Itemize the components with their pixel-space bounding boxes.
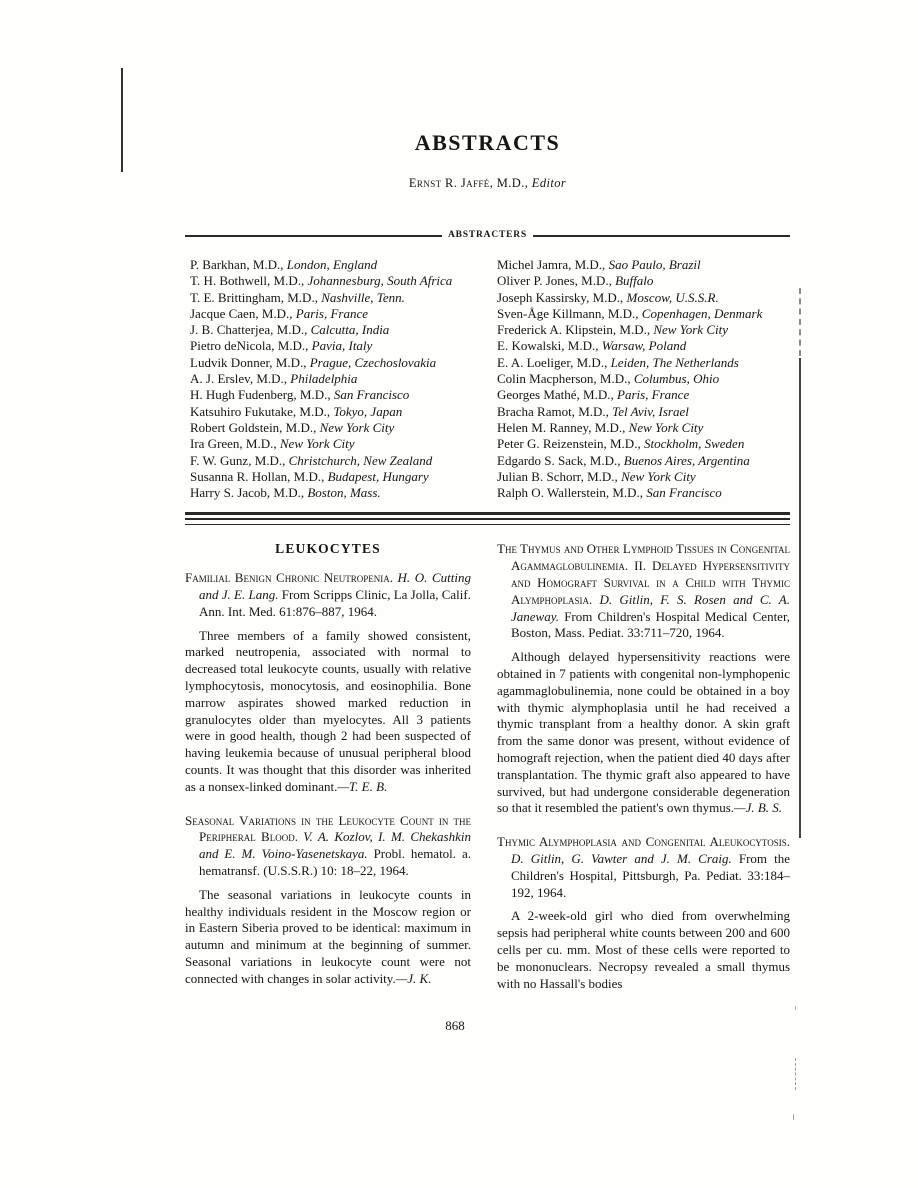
abstracter-location: Pavia, Italy [311,338,373,354]
abstract-signoff: —J. K. [395,970,432,986]
abstracter-entry [190,273,497,289]
scan-artifact-left-rule [121,68,123,172]
abstracter-name: Ludvik Donner, M.D., [190,354,307,370]
rule-line-1 [185,512,790,515]
abstracter-location: Buenos Aires, Argentina [623,452,750,468]
abstracter-name: Michel Jamra, M.D., [497,257,606,272]
scan-artifact-right-dot [795,1006,796,1010]
abstracter-location: Prague, Czechoslovakia [309,354,437,370]
abstracter-location: Philadelphia [290,371,358,387]
abstracter-name: Jacque Caen, M.D., [190,305,293,321]
abstracter-name: E. A. Loeliger, M.D., [497,354,608,370]
abstracter-entry [190,290,497,306]
abstracter-location: Copenhagen, Denmark [641,305,763,321]
page-title: ABSTRACTS [414,130,561,155]
abstract-source: Probl. hematol. a. hematransf. (U.S.S.R.) 10: 18–22, 1964. [199,846,471,878]
abstracter-name: Susanna R. Hollan, M.D., [190,468,325,484]
abstracter-location: Budapest, Hungary [327,468,429,484]
abstracter-entry [497,273,790,289]
abstracter-location: Stockholm, Sweden [643,436,745,452]
abstract-authors: V. A. Kozlov, I. M. Chekashkin and E. M. Voino-Yasenetskaya. [199,829,471,862]
abstract-title: Familial Benign Chronic Neutropenia. [185,570,393,586]
rule-line-2 [185,518,790,520]
abstracter-entry [190,257,497,273]
page-content [185,0,790,1009]
abstracter-location: Warsaw, Poland [601,338,687,354]
abstracter-location: Buffalo [615,273,654,289]
abstracter-entry [497,485,790,501]
abstracts-body [185,541,790,1009]
abstracter-entry [497,257,790,273]
abstracter-name: H. Hugh Fudenberg, M.D., [190,387,331,403]
abstracter-entry [497,387,790,403]
abstracter-entry [190,338,497,354]
abstracter-location: Columbus, Ohio [633,371,720,387]
abstracter-entry [497,290,790,306]
abstracter-name: Edgardo S. Sack, M.D., [497,452,621,468]
abstracter-entry [190,371,497,387]
body-column-right [497,541,790,1009]
abstract-title: The Thymus and Other Lymphoid Tissues in Congenital Agammaglobulinemia. II. Delayed Hypersensitivity and Homograft Survival in a Child with Thymic Alymphoplasia. [497,541,790,607]
abstract-paragraph: A 2-week-old girl who died from overwhelming sepsis had peripheral white counts between 200 and 600 cells per cu. mm. Most of these cells were reported to be mononuclears. Necropsy revealed a small thymus with no Hassall's bodies [497,908,790,991]
abstracter-location: New York City [653,322,728,338]
abstract-entry [185,570,471,795]
editor-suffix: , M.D., [489,176,532,190]
abstract-entry [185,813,471,988]
abstracter-name: Oliver P. Jones, M.D., [497,273,612,289]
abstracter-name: E. Kowalski, M.D., [497,338,599,354]
abstracter-name: Katsuhiro Fukutake, M.D., [190,403,331,419]
abstracter-location: Sao Paulo, Brazil [608,257,701,272]
abstract-entry [497,541,790,817]
abstract-entry [497,834,790,992]
abstracter-entry [497,355,790,371]
editor-role: Editor [531,176,567,190]
abstracter-location: New York City [621,468,696,484]
editor-line [185,176,790,191]
abstracter-entry [497,306,790,322]
abstracter-name: T. H. Bothwell, M.D., [190,273,305,289]
abstracter-name: Joseph Kassirsky, M.D., [497,289,624,305]
abstract-heading [497,834,790,901]
abstracter-location: Tokyo, Japan [333,403,403,419]
abstracter-entry [497,436,790,452]
abstracter-entry [497,453,790,469]
editor-name: Ernst R. Jaffé [408,176,490,190]
abstracter-name: Colin Macpherson, M.D., [497,371,631,387]
abstracter-name: Robert Goldstein, M.D., [190,419,317,435]
abstracter-name: Ralph O. Wallerstein, M.D., [497,485,644,501]
abstracter-name: Peter G. Reizenstein, M.D., [497,436,641,452]
abstracter-name: J. B. Chatterjea, M.D., [190,322,308,338]
abstracter-location: Calcutta, India [310,322,390,338]
abstracters-column-left [190,257,497,501]
abstract-signoff: —J. B. S. [734,800,783,816]
abstracter-location: Tel Aviv, Israel [612,403,689,419]
abstracter-location: New York City [319,419,395,435]
abstracter-entry [497,322,790,338]
abstracter-location: Boston, Mass. [307,485,381,501]
abstracter-entry [190,436,497,452]
abstracter-entry [190,322,497,338]
scan-artifact-right-dashed-rule [799,288,801,356]
abstracter-entry [190,306,497,322]
scan-artifact-right-rule [799,358,801,838]
abstracter-entry [190,453,497,469]
abstract-title: Thymic Alymphoplasia and Congenital Aleukocytosis. [497,834,790,850]
abstract-heading [185,570,471,620]
abstracter-location: Christchurch, New Zealand [288,452,433,468]
abstracter-name: Frederick A. Klipstein, M.D., [497,322,651,338]
abstracter-location: New York City [628,419,704,435]
abstracter-name: A. J. Erslev, M.D., [190,371,288,387]
abstracter-name: Ira Green, M.D., [190,436,277,452]
scan-artifact-right-dashed-mark [795,1058,796,1090]
abstract-source: From the Children's Hospital, Pittsburgh, Pa. Pediat. 33:184–192, 1964. [511,851,790,900]
abstracter-location: Moscow, U.S.S.R. [626,289,719,305]
abstracter-entry [190,387,497,403]
abstracter-entry [497,371,790,387]
abstracter-location: New York City [279,436,355,452]
abstracter-location: Johannesburg, South Africa [307,273,453,289]
abstracter-entry [497,469,790,485]
abstracter-location: Paris, France [617,387,690,403]
abstract-paragraph: The seasonal variations in leukocyte counts in healthy individuals resident in the Moscow region or in Eastern Siberia proved to be identical: maximum in autumn and minimum at the beginning of summer. Seasonal variations in leukocyte count were not connected with changes in solar activity.—J. K. [185,886,471,986]
page-number: 868 [445,1018,465,1033]
abstract-source: From Children's Hospital Medical Center, Boston, Mass. Pediat. 33:711–720, 1964. [511,608,791,641]
scan-artifact-right-tick [793,1114,794,1120]
divider-line-right [533,235,790,237]
abstracter-entry [190,420,497,436]
abstracters-divider-label: ABSTRACTERS [448,230,528,240]
abstract-paragraph: Three members of a family showed consistent, marked neutropenia, associated with normal to decreased total leukocyte counts, usually with relative lymphocytosis, monocytosis, and eosinophilia. Bone marrow aspirates showed marked reduction in granulocytes older than myelocytes. All 3 patients were in good health, though 2 had been suspected of having leukemia because of unusual peripheral blood counts. It was thought that this disorder was inherited as a nonsex-linked dominant.—T. E. B. [185,627,471,794]
abstract-heading [185,813,471,880]
abstracter-name: Harry S. Jacob, M.D., [190,485,305,501]
abstracter-entry [497,420,790,436]
abstracter-location: Leiden, The Netherlands [610,354,739,370]
abstracter-name: Pietro deNicola, M.D., [190,338,309,354]
abstracter-entry [190,404,497,420]
abstracters-column-right [497,257,790,501]
abstract-authors: D. Gitlin, G. Vawter and J. M. Craig. [511,851,732,866]
abstracter-entry [190,469,497,485]
abstract-paragraph: Although delayed hypersensitivity reactions were obtained in 7 patients with congenital non-lymphopenic agammaglobulinemia, none could be obtained in a boy with thymic alymphoplasia until he had received a thymic transplant from a healthy donor. A skin graft from the same donor was present, without evidence of homograft rejection, when the patient died 40 days after transplantation. The thymic graft also appeared to have survived, but had undergone considerable degeneration so that it resembled the patient's own thymus.—J. B. S. [497,649,790,816]
abstract-heading [497,541,790,642]
abstracter-location: Nashville, Tenn. [321,289,405,305]
abstracters-divider [185,231,790,241]
abstracter-name: F. W. Gunz, M.D., [190,452,286,468]
abstracter-name: T. E. Brittingham, M.D., [190,289,318,305]
abstracter-entry [497,404,790,420]
abstracter-name: Bracha Ramot, M.D., [497,403,609,419]
abstracter-location: Paris, France [295,305,368,321]
section-divider-rule [185,512,790,525]
abstract-source: From Scripps Clinic, La Jolla, Calif. Ann. Int. Med. 61:876–887, 1964. [199,587,471,619]
abstracter-name: P. Barkhan, M.D., [190,257,284,272]
divider-line-left [185,235,442,237]
abstracter-name: Julian B. Schorr, M.D., [497,468,618,484]
abstract-authors: H. O. Cutting and J. E. Lang. [199,570,471,603]
abstracter-entry [190,485,497,501]
abstracts-left [185,570,471,987]
abstract-authors: D. Gitlin, F. S. Rosen and C. A. Janeway. [511,591,790,624]
abstracter-location: London, England [286,257,378,272]
abstract-title: Seasonal Variations in the Leukocyte Count in the Peripheral Blood. [185,812,471,845]
body-column-left [185,541,471,1009]
abstracts-right [497,541,790,992]
abstracters-list [185,257,790,501]
abstracter-location: San Francisco [646,485,722,501]
abstract-signoff: —T. E. B. [337,778,388,794]
abstracter-entry [497,338,790,354]
abstracter-location: San Francisco [333,387,410,403]
section-heading-leukocytes: LEUKOCYTES [275,541,381,557]
abstracter-name: Georges Mathé, M.D., [497,387,614,403]
abstracter-name: Helen M. Ranney, M.D., [497,419,626,435]
rule-line-3 [185,524,790,526]
abstracter-entry [190,355,497,371]
abstracter-name: Sven-Åge Killmann, M.D., [497,305,639,321]
